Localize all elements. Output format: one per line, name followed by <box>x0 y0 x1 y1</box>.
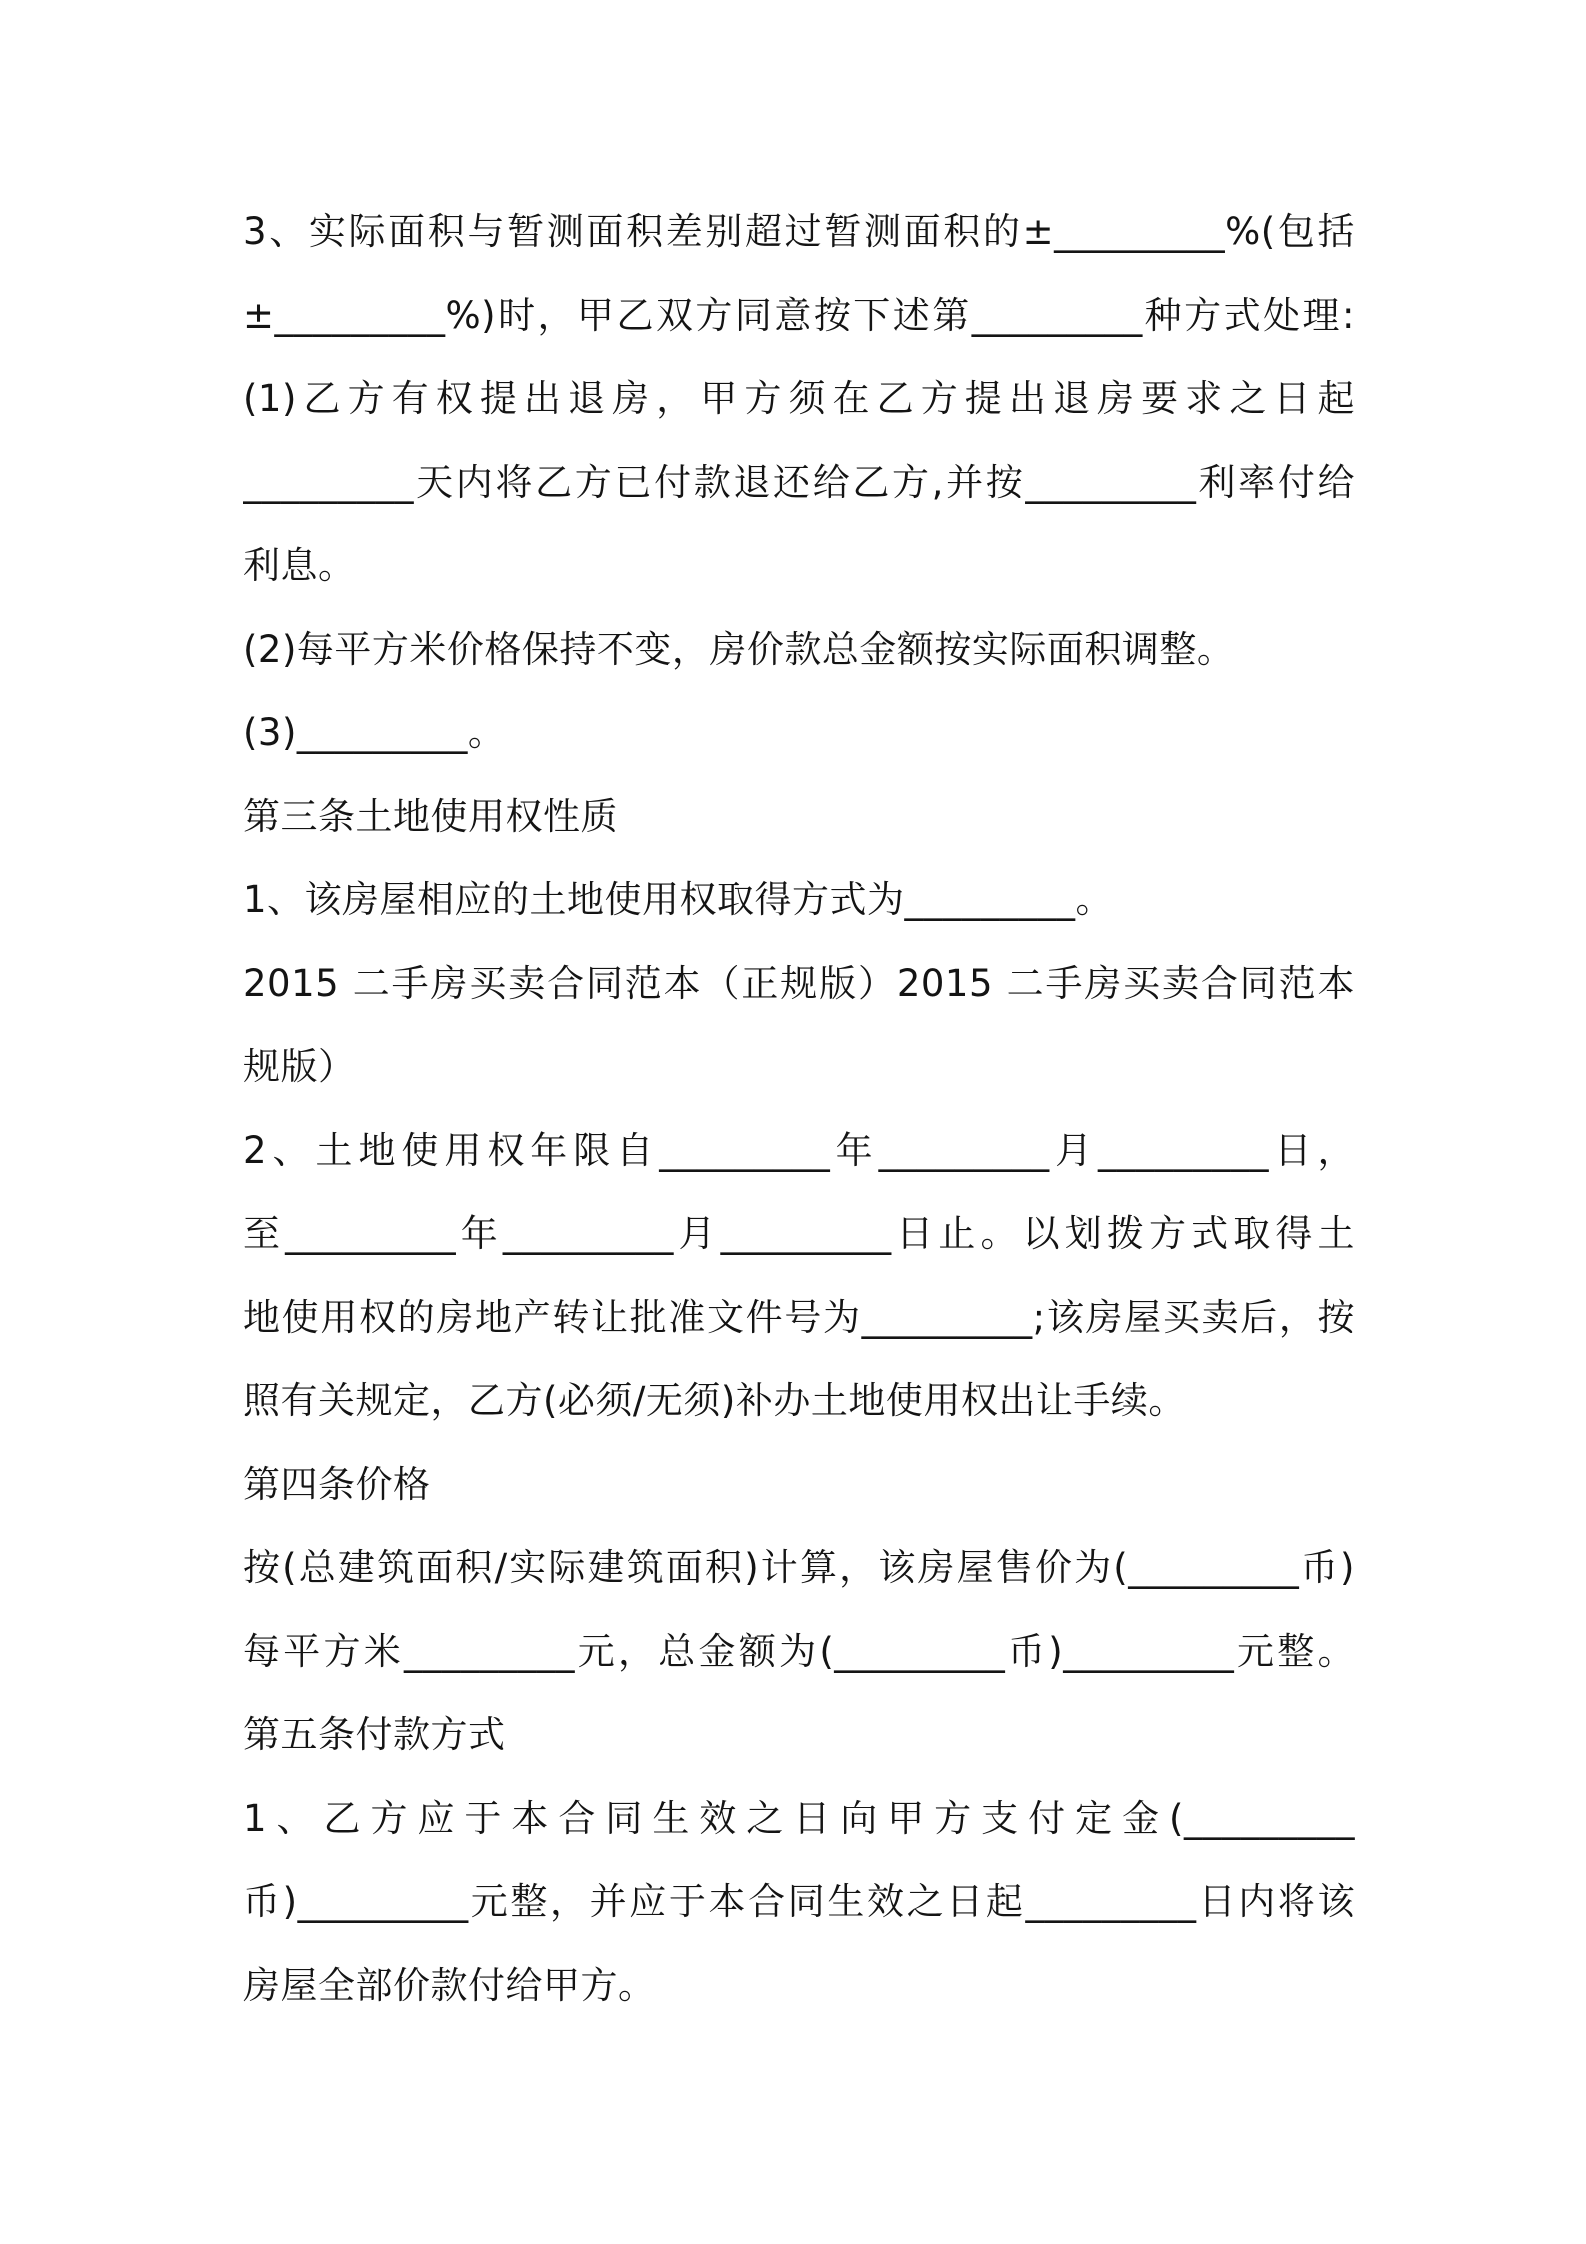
watermark-title-line-2: 规版） <box>243 1045 356 1088</box>
article-5-item-1-line-1: 1、乙方应于本合同生效之日向甲方支付定金(_________ <box>243 1796 1355 1840</box>
article-3-item-2-line-4: 照有关规定，乙方(必须/无须)补办土地使用权出让手续。 <box>243 1379 1186 1422</box>
article-3-item-2-line-3: 地使用权的房地产转让批准文件号为_________;该房屋买卖后，按 <box>243 1295 1355 1339</box>
article-3-item-1: 1、该房屋相应的土地使用权取得方式为_________。 <box>243 878 1114 921</box>
article-5-item-1-line-3: 房屋全部价款付给甲方。 <box>243 1963 656 2007</box>
article-3-item-2-line-2: 至_________年_________月_________日止。以划拨方式取得土 <box>243 1212 1355 1255</box>
option-1-line-3: 利息。 <box>243 544 356 587</box>
document-body <box>243 190 1355 2027</box>
article-4-heading: 第四条价格 <box>243 1462 431 1506</box>
option-3-line: (3)_________。 <box>243 711 506 754</box>
article-4-price-line-1: 按(总建筑面积/实际建筑面积)计算，该房屋售价为(_________币) <box>243 1546 1355 1589</box>
article-5-item-1-line-2: 币)_________元整，并应于本合同生效之日起_________日内将该 <box>243 1880 1355 1923</box>
article-5-heading: 第五条付款方式 <box>243 1713 506 1756</box>
option-1-line-1: (1)乙方有权提出退房，甲方须在乙方提出退房要求之日起 <box>243 377 1355 420</box>
article-3-heading: 第三条土地使用权性质 <box>243 794 618 838</box>
article-3-item-2-line-1: 2、土地使用权年限自_________年_________月_________日， <box>243 1128 1355 1172</box>
watermark-title-line-1: 2015 二手房买卖合同范本（正规版）2015 二手房买卖合同范本 <box>243 961 1355 1005</box>
clause-3-area-difference-line-1: 3、实际面积与暂测面积差别超过暂测面积的±_________%(包括 <box>243 210 1355 253</box>
option-1-line-2: _________天内将乙方已付款退还给乙方,并按_________利率付给 <box>243 460 1355 504</box>
article-4-price-line-2: 每平方米_________元，总金额为(_________币)_________元整。 <box>243 1629 1355 1673</box>
clause-3-area-difference-line-2: ±_________%)时，甲乙双方同意按下述第_________种方式处理: <box>243 293 1355 337</box>
option-2-line: (2)每平方米价格保持不变，房价款总金额按实际面积调整。 <box>243 627 1235 671</box>
